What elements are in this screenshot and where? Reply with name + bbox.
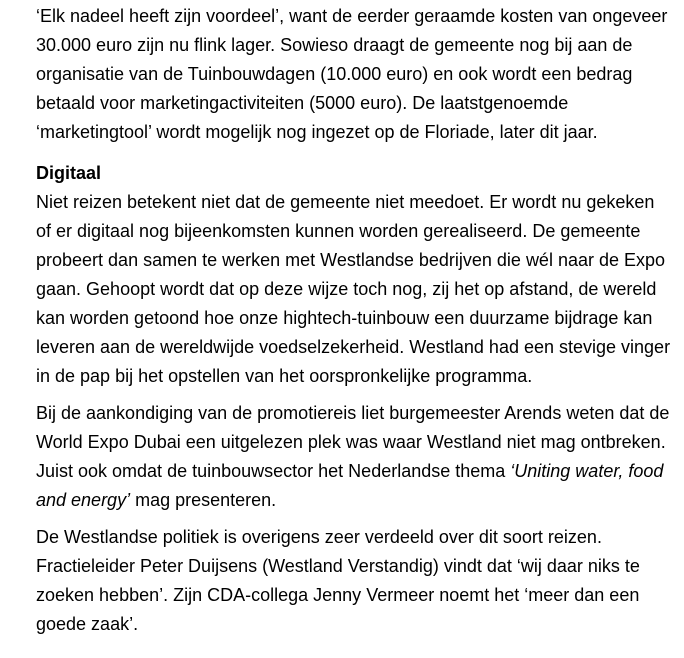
paragraph-announcement-end: mag presenteren. xyxy=(130,490,277,510)
paragraph-politics-reaction: De Westlandse politiek is overigens zeer verdeeld over dit soort reizen. Fractieleider Peter Duijsens (Westland Verstandig) vindt dat ‘wij daar niks te zoeken hebben’. Zijn CDA-collega Jenny Vermeer noemt het ‘meer dan een goede zaak’. xyxy=(36,527,640,634)
paragraph-costs: ‘Elk nadeel heeft zijn voordeel’, want de eerder geraamde kosten van ongeveer 30.000 euro zijn nu flink lager. Sowieso draagt de gemeente nog bij aan de organisatie van de Tuinbouwdagen (10.000 euro) en ook wordt een bedrag betaald voor marketingactiviteiten (5000 euro). De laatstgenoemde ‘marketingtool’ wordt mogelijk nog ingezet op de Floriade, later dit jaar. xyxy=(36,6,668,142)
expo-theme-italic: ‘Uniting water, food and energy’ xyxy=(36,461,664,510)
paragraph-digital-meetings: Niet reizen betekent niet dat de gemeente niet meedoet. Er wordt nu gekeken of er digitaal nog bijeenkomsten kunnen worden gerealiseerd. De gemeente probeert dan samen te werken met Westlandse bedrijven die wél naar de Expo gaan. Gehoopt wordt dat op deze wijze toch nog, zij het op afstand, de wereld kan worden getoond hoe onze hightech-tuinbouw een duurzame bijdrage kan leveren aan de wereldwijde voedselzekerheid. Westland had een stevige vinger in de pap bij het opstellen van het oorspronkelijke programma. xyxy=(36,192,671,386)
section-heading-digitaal: Digitaal xyxy=(36,163,102,183)
paragraph-announcement-start: Bij de aankondiging van de promotiereis liet burgemeester Arends weten dat de World Expo Dubai een uitgelezen plek was waar Westland niet mag ontbreken. Juist ook omdat de tuinbouwsector het Nederlandse thema xyxy=(36,403,670,481)
paragraph-announcement xyxy=(36,399,674,515)
